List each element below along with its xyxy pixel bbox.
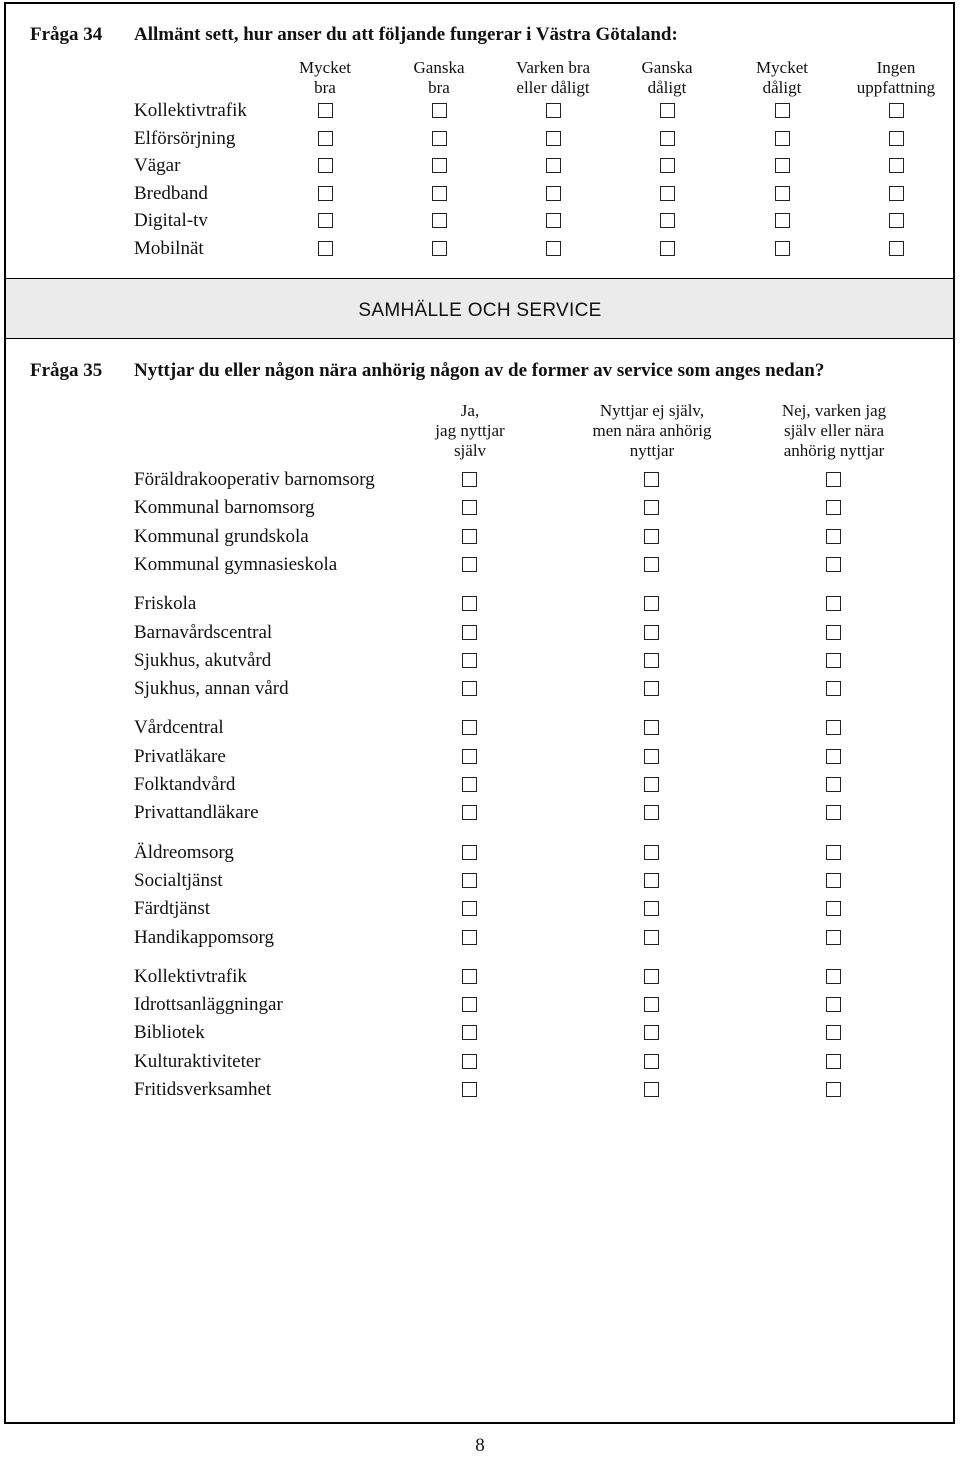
q35-checkbox[interactable] bbox=[644, 777, 659, 792]
q34-column-header-line: Varken bra bbox=[515, 58, 591, 77]
q34-checkbox[interactable] bbox=[546, 158, 561, 173]
q35-checkbox[interactable] bbox=[644, 653, 659, 668]
q34-checkbox[interactable] bbox=[432, 158, 447, 173]
q35-checkbox[interactable] bbox=[644, 472, 659, 487]
q34-column-header-line: Mycket bbox=[299, 58, 351, 77]
q34-checkbox[interactable] bbox=[318, 241, 333, 256]
q35-checkbox[interactable] bbox=[644, 845, 659, 860]
q34-number: Fråga 34 bbox=[30, 24, 103, 45]
q34-checkbox[interactable] bbox=[660, 213, 675, 228]
q35-checkbox[interactable] bbox=[644, 625, 659, 640]
q35-row-label: Äldreomsorg bbox=[134, 841, 234, 863]
q35-checkbox[interactable] bbox=[826, 653, 841, 668]
q35-checkbox[interactable] bbox=[826, 997, 841, 1012]
q35-checkbox[interactable] bbox=[826, 500, 841, 515]
q35-checkbox[interactable] bbox=[462, 1082, 477, 1097]
q34-checkbox[interactable] bbox=[432, 241, 447, 256]
q35-checkbox[interactable] bbox=[644, 1082, 659, 1097]
q35-checkbox[interactable] bbox=[826, 720, 841, 735]
q35-row-label: Barnavårdscentral bbox=[134, 621, 273, 643]
q34-checkbox[interactable] bbox=[546, 241, 561, 256]
q35-row-label: Fritidsverksamhet bbox=[134, 1079, 272, 1100]
q34-column-header-line: bra bbox=[314, 78, 336, 97]
q34-checkbox[interactable] bbox=[660, 103, 675, 118]
q35-checkbox[interactable] bbox=[644, 720, 659, 735]
q34-checkbox[interactable] bbox=[546, 186, 561, 201]
q35-checkbox[interactable] bbox=[462, 901, 477, 916]
q35-checkbox[interactable] bbox=[826, 681, 841, 696]
q34-row-label: Vägar bbox=[134, 155, 181, 176]
q35-checkbox[interactable] bbox=[826, 1025, 841, 1040]
q34-column-header-line: Ingen bbox=[876, 58, 916, 77]
q35-checkbox[interactable] bbox=[462, 500, 477, 515]
q34-checkbox[interactable] bbox=[318, 158, 333, 173]
q35-row-label: Bibliotek bbox=[134, 1022, 205, 1044]
q35-checkbox[interactable] bbox=[462, 653, 477, 668]
q35-row-label: Kommunal gymnasieskola bbox=[134, 553, 338, 575]
q34-checkbox[interactable] bbox=[775, 213, 790, 228]
q34-checkbox[interactable] bbox=[432, 213, 447, 228]
q35-row-label: Idrottsanläggningar bbox=[134, 994, 283, 1016]
q35-row-label: Folktandvård bbox=[134, 774, 236, 795]
q35-row-label: Kommunal barnomsorg bbox=[134, 497, 315, 519]
q35-checkbox[interactable] bbox=[462, 777, 477, 792]
q34-checkbox[interactable] bbox=[889, 241, 904, 256]
q35-checkbox[interactable] bbox=[826, 969, 841, 984]
q34-column-header-line: Ganska bbox=[413, 58, 465, 77]
q35-checkbox[interactable] bbox=[462, 557, 477, 572]
q35-checkbox[interactable] bbox=[462, 625, 477, 640]
q35-checkbox[interactable] bbox=[826, 749, 841, 764]
q35-row-label: Handikappomsorg bbox=[134, 926, 275, 948]
q34-checkbox[interactable] bbox=[546, 103, 561, 118]
q35-checkbox[interactable] bbox=[826, 596, 841, 611]
q35-checkbox[interactable] bbox=[644, 596, 659, 611]
q35-column-header-line: Ja, bbox=[460, 401, 480, 420]
q34-checkbox[interactable] bbox=[318, 186, 333, 201]
q35-column-header bbox=[744, 401, 924, 461]
q34-column-header-line: dåligt bbox=[762, 78, 802, 97]
q35-checkbox[interactable] bbox=[644, 969, 659, 984]
q34-row-label: Elförsörjning bbox=[134, 127, 236, 149]
q34-row-label: Bredband bbox=[134, 182, 208, 204]
q35-checkbox[interactable] bbox=[462, 1025, 477, 1040]
q35-checkbox[interactable] bbox=[462, 845, 477, 860]
q34-checkbox[interactable] bbox=[432, 186, 447, 201]
section-title: SAMHÄLLE OCH SERVICE bbox=[358, 300, 602, 321]
q34-checkbox[interactable] bbox=[775, 131, 790, 146]
q35-checkbox[interactable] bbox=[462, 1054, 477, 1069]
q34-checkbox[interactable] bbox=[546, 131, 561, 146]
q35-row-label: Socialtjänst bbox=[134, 869, 223, 891]
q34-row-label: Mobilnät bbox=[134, 237, 204, 259]
q35-row-label: Föräldrakooperativ barnomsorg bbox=[134, 469, 375, 490]
q35-checkbox[interactable] bbox=[462, 529, 477, 544]
q34-text: Allmänt sett, hur anser du att följande fungerar i Västra Götaland: bbox=[134, 24, 678, 45]
q35-checkbox[interactable] bbox=[644, 749, 659, 764]
q35-checkbox[interactable] bbox=[644, 930, 659, 945]
q35-row-label: Privattandläkare bbox=[134, 802, 259, 824]
q34-checkbox[interactable] bbox=[889, 213, 904, 228]
q34-checkbox[interactable] bbox=[432, 131, 447, 146]
q35-column-header-line: Nyttjar ej själv, bbox=[599, 401, 705, 420]
q35-checkbox[interactable] bbox=[644, 1054, 659, 1069]
q35-column-header-line: själv eller nära bbox=[783, 421, 885, 440]
q34-column-header bbox=[826, 58, 960, 98]
q35-number: Fråga 35 bbox=[30, 360, 103, 381]
q34-column-header-line: dåligt bbox=[647, 78, 687, 97]
q35-column-header-line: nyttjar bbox=[629, 441, 675, 460]
q35-row-label: Sjukhus, annan vård bbox=[134, 678, 289, 700]
q34-checkbox[interactable] bbox=[318, 131, 333, 146]
q35-column-header-line: men nära anhörig bbox=[592, 421, 712, 440]
q35-checkbox[interactable] bbox=[462, 969, 477, 984]
q34-checkbox[interactable] bbox=[660, 158, 675, 173]
q35-checkbox[interactable] bbox=[644, 901, 659, 916]
q34-checkbox[interactable] bbox=[432, 103, 447, 118]
q35-row-label: Vårdcentral bbox=[134, 717, 224, 739]
q34-checkbox[interactable] bbox=[889, 186, 904, 201]
q34-checkbox[interactable] bbox=[318, 213, 333, 228]
q35-checkbox[interactable] bbox=[826, 1082, 841, 1097]
q35-checkbox[interactable] bbox=[826, 805, 841, 820]
q35-checkbox[interactable] bbox=[826, 557, 841, 572]
q35-row-label: Friskola bbox=[134, 593, 197, 615]
q35-checkbox[interactable] bbox=[826, 1054, 841, 1069]
q35-checkbox[interactable] bbox=[826, 930, 841, 945]
q35-checkbox[interactable] bbox=[644, 805, 659, 820]
q34-checkbox[interactable] bbox=[660, 131, 675, 146]
q35-checkbox[interactable] bbox=[462, 681, 477, 696]
q34-column-header-line: Ganska bbox=[641, 58, 693, 77]
q35-checkbox[interactable] bbox=[462, 997, 477, 1012]
q35-checkbox[interactable] bbox=[826, 625, 841, 640]
q35-checkbox[interactable] bbox=[826, 901, 841, 916]
q35-checkbox[interactable] bbox=[462, 749, 477, 764]
q35-row-label: Kommunal grundskola bbox=[134, 525, 309, 547]
q34-checkbox[interactable] bbox=[546, 213, 561, 228]
q34-row-label: Digital-tv bbox=[134, 210, 208, 231]
q34-checkbox[interactable] bbox=[775, 186, 790, 201]
q35-column-header bbox=[562, 401, 742, 461]
q34-column-header-line: bra bbox=[428, 78, 450, 97]
q35-text: Nyttjar du eller någon nära anhörig någon av de former av service som anges nedan? bbox=[134, 360, 825, 381]
q35-checkbox[interactable] bbox=[462, 873, 477, 888]
q34-checkbox[interactable] bbox=[775, 158, 790, 173]
q34-checkbox[interactable] bbox=[775, 103, 790, 118]
q34-checkbox[interactable] bbox=[889, 158, 904, 173]
q34-checkbox[interactable] bbox=[660, 186, 675, 201]
q35-checkbox[interactable] bbox=[826, 873, 841, 888]
q35-checkbox[interactable] bbox=[826, 777, 841, 792]
q35-checkbox[interactable] bbox=[644, 557, 659, 572]
q35-column-header-line: anhörig nyttjar bbox=[783, 441, 885, 460]
q35-checkbox[interactable] bbox=[826, 845, 841, 860]
q34-column-header-line: eller dåligt bbox=[516, 78, 590, 97]
q35-checkbox[interactable] bbox=[644, 500, 659, 515]
q35-checkbox[interactable] bbox=[644, 997, 659, 1012]
q35-checkbox[interactable] bbox=[462, 805, 477, 820]
q35-checkbox[interactable] bbox=[462, 596, 477, 611]
q35-checkbox[interactable] bbox=[644, 529, 659, 544]
q35-row-label: Kulturaktiviteter bbox=[134, 1050, 261, 1072]
q35-checkbox[interactable] bbox=[826, 529, 841, 544]
q34-checkbox[interactable] bbox=[889, 103, 904, 118]
q35-column-header-line: Nej, varken jag bbox=[781, 401, 887, 420]
q34-checkbox[interactable] bbox=[660, 241, 675, 256]
q34-column-header-line: uppfattning bbox=[856, 78, 936, 97]
q35-checkbox[interactable] bbox=[644, 873, 659, 888]
q35-row-label: Kollektivtrafik bbox=[134, 965, 247, 987]
q35-column-header-line: jag nyttjar bbox=[435, 421, 505, 440]
q35-checkbox[interactable] bbox=[826, 472, 841, 487]
q34-checkbox[interactable] bbox=[775, 241, 790, 256]
q34-checkbox[interactable] bbox=[318, 103, 333, 118]
q35-checkbox[interactable] bbox=[462, 720, 477, 735]
q35-checkbox[interactable] bbox=[462, 472, 477, 487]
q35-checkbox[interactable] bbox=[644, 681, 659, 696]
q34-checkbox[interactable] bbox=[889, 131, 904, 146]
q35-checkbox[interactable] bbox=[462, 930, 477, 945]
q34-column-header-line: Mycket bbox=[756, 58, 808, 77]
q35-column-header-line: själv bbox=[453, 441, 487, 460]
page-number: 8 bbox=[475, 1435, 485, 1456]
q35-row-label: Färdtjänst bbox=[134, 898, 210, 920]
q35-row-label: Privatläkare bbox=[134, 745, 226, 767]
q34-row-label: Kollektivtrafik bbox=[134, 100, 247, 121]
q35-checkbox[interactable] bbox=[644, 1025, 659, 1040]
divider-bottom bbox=[4, 338, 955, 339]
q35-column-header bbox=[380, 401, 560, 461]
q35-row-label: Sjukhus, akutvård bbox=[134, 649, 272, 671]
